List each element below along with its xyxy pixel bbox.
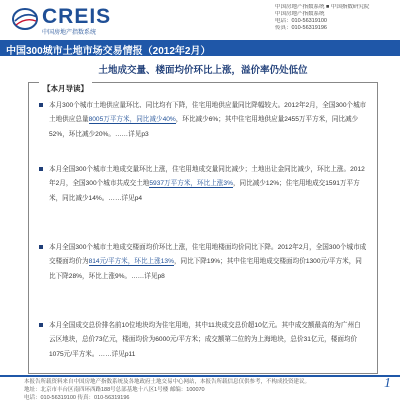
report-header [0, 0, 400, 40]
section-label: 【本月导读】 [39, 82, 92, 95]
logo-globe-icon [12, 7, 40, 31]
paragraph-text: ……详见p11 [98, 350, 136, 358]
report-title: 中国300城市土地市场交易情报（2012年2月） [6, 46, 211, 57]
paragraph-text: 本月300个城市土地供应量环比、同比均有下降，住宅用地供应量同比降幅较大。2012年2月，全国300个城市土地供应总量 [49, 102, 367, 124]
logo-wordmark: CREIS [42, 5, 112, 28]
contact-line: 中国房地产指数系统 [275, 11, 325, 17]
highlight-text: 8005万平方米，同比减少40% [88, 116, 176, 124]
footer-line: 电话：010-56319100 传真：010-56319196 [24, 395, 130, 401]
paragraph-text: 本月全国300个城市土地成交量环比上涨，住宅用地成交量同比减少；土地出让金同比减少，环比上涨。2012年2月，全国300个城市共成交土地 [49, 166, 365, 188]
creis-logo [12, 5, 122, 35]
footer-divider [0, 375, 400, 377]
paragraph-text: 本月全国成交总价排名前10位地块均为住宅用地，其中11块成交总价超10亿元。其中成交额最高的为广州白云区地块，总价73亿元，楼面均价为6000元/平方米；成交额第二位的为上海地块，总价31亿元，楼面均价1075元/平方米。 [49, 322, 361, 358]
summary-paragraph [39, 99, 367, 142]
report-footer [24, 378, 374, 402]
page-number: 1 [384, 376, 391, 391]
summary-paragraph [39, 319, 367, 362]
footer-line: 地址：北京市丰台区南四环西路188号总部基地十八区1号楼 邮编：100070 [24, 387, 205, 393]
paragraph-text: ，同比减少12%；住宅用地成交1591万平方米，同比减少14%。……详见p4 [49, 180, 360, 202]
summary-paragraph [39, 163, 367, 206]
summary-paragraph [39, 241, 367, 284]
footer-line: 本报告所载资料来自中国房地产指数系统及各地政府土地交易中心网站，本报告所载信息仅供参考，不构成投资建议。 [24, 379, 311, 385]
highlight-text: 5937万平方米，环比上涨3% [149, 180, 233, 188]
bullet-icon [39, 323, 43, 327]
highlight-text: 814元/平方米，环比上涨13% [88, 258, 174, 266]
contact-line: 传真：010-56319196 [275, 25, 327, 31]
report-title-bar [0, 40, 400, 56]
paragraph-text: ，同比下降19%；其中住宅用地成交楼面均价1300元/平方米，同比下降28%，环比上涨9%。……详见p8 [49, 258, 362, 280]
contact-line: 电话：010-56319100 [275, 18, 327, 24]
paragraph-text: 本月全国300个城市土地成交楼面均价环比上涨，住宅用地楼面均价同比下降。2012年2月，全国300个城市成交楼面均价为 [49, 244, 367, 266]
bullet-icon [39, 103, 43, 107]
bullet-icon [39, 167, 43, 171]
monthly-summary-section [28, 82, 378, 374]
paragraph-text: ，环比减少6%；其中住宅用地供应量2455万平方米，同比减少52%，环比减少20%。……详见p3 [49, 116, 359, 138]
contact-line: 中国房地产指数系统 ■ 中国指数研究院 [275, 4, 370, 10]
headline: 土地成交量、楼面均价环比上涨，溢价率仍处低位 [98, 65, 308, 76]
bullet-icon [39, 245, 43, 249]
logo-subtitle: 中国房地产指数系统 [42, 30, 97, 36]
contact-info [275, 4, 395, 32]
